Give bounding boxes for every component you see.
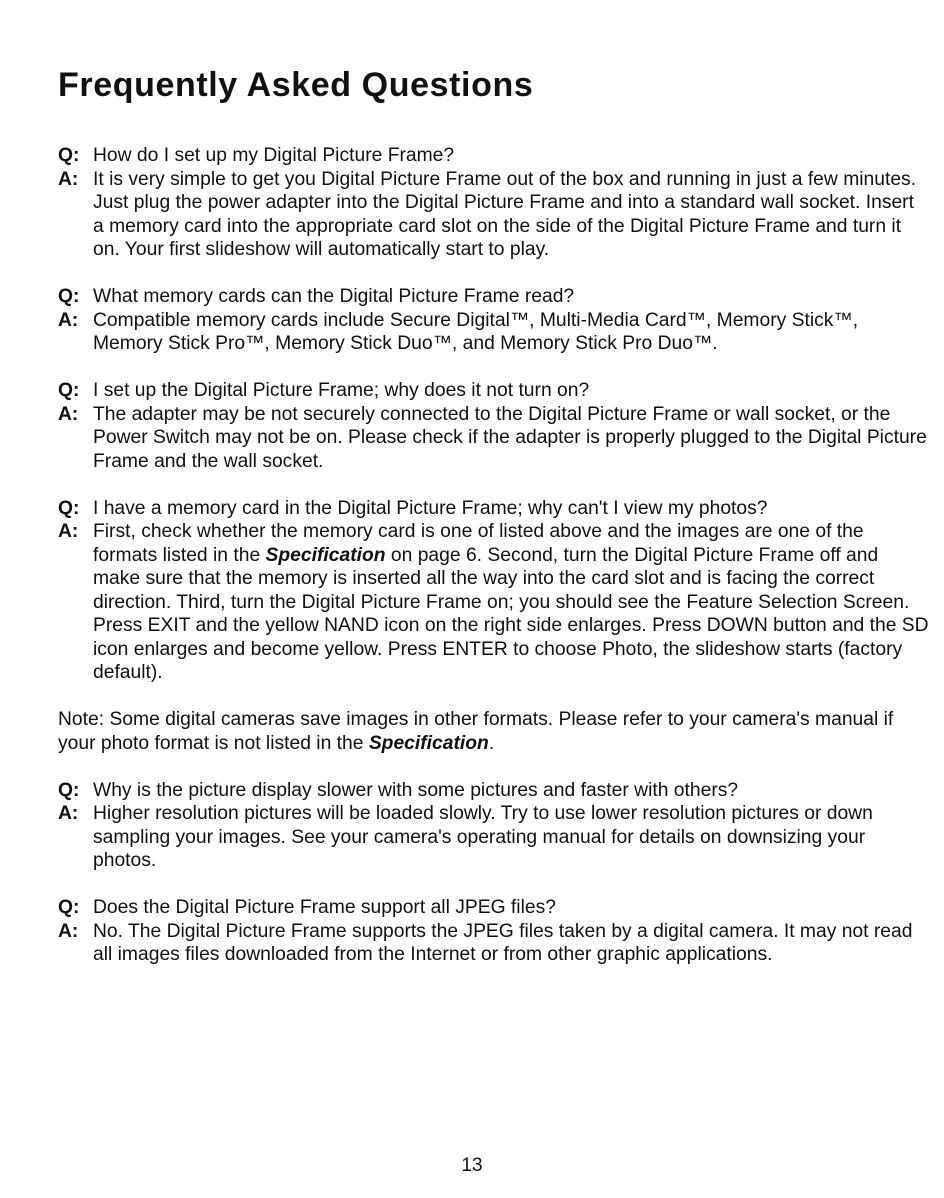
- question-text: I have a memory card in the Digital Picture Frame; why can't I view my photos?: [93, 497, 768, 519]
- answer: [58, 403, 930, 474]
- question: [58, 285, 930, 309]
- a-label: A:: [58, 521, 79, 542]
- faq-item: [58, 896, 930, 967]
- answer: [58, 802, 930, 873]
- question: [58, 779, 930, 803]
- specification-reference: Specification: [368, 732, 489, 754]
- note-paragraph: [58, 708, 930, 755]
- a-label: A:: [58, 403, 79, 425]
- q-label: Q:: [58, 286, 80, 307]
- answer-text: Compatible memory cards include Secure Digital™, Multi-Media Card™, Memory Stick™, Memory Stick Pro™, Memory Stick Duo™, and Memory Stick Pro Duo™.: [93, 309, 859, 354]
- page-title: Frequently Asked Questions: [58, 66, 534, 104]
- a-label: A:: [58, 803, 79, 824]
- answer: [58, 309, 930, 356]
- a-label: A:: [58, 920, 79, 942]
- question-text: Does the Digital Picture Frame support all JPEG files?: [93, 897, 556, 918]
- question-text: How do I set up my Digital Picture Frame?: [93, 145, 455, 166]
- answer-text-start: First, check whether the memory card is one of listed above and the images are one of the formats listed in the: [93, 521, 864, 566]
- answer-text-end: on page 6. Second, turn the Digital Picture Frame off and make sure that the memory is inserted all the way into the card slot and is facing the correct direction. Third, turn the Digital Picture Frame on; you should see the Feature Selection Screen. Press EXIT and the yellow NAND icon on the right side enlarges. Press DOWN button and the SD icon enlarges and become yellow. Press ENTER to choose Photo, the slideshow starts (factory default).: [93, 544, 929, 683]
- q-label: Q:: [58, 897, 80, 918]
- a-label: A:: [58, 309, 79, 331]
- q-label: Q:: [58, 497, 80, 519]
- answer-text: The adapter may be not securely connected to the Digital Picture Frame or wall socket, or the Power Switch may not be on. Please check if the adapter is properly plugged to the Digital Picture Frame and the wall socket.: [93, 403, 927, 472]
- question-text: What memory cards can the Digital Picture Frame read?: [93, 286, 575, 307]
- note-text-end: .: [488, 732, 495, 754]
- q-label: Q:: [58, 779, 80, 801]
- question: [58, 144, 930, 168]
- q-label: Q:: [58, 380, 80, 401]
- answer-text: Higher resolution pictures will be loaded slowly. Try to use lower resolution pictures or down sampling your images. See your camera's operating manual for details on downsizing your photos.: [93, 803, 873, 871]
- q-label: Q:: [58, 145, 80, 166]
- question-text: I set up the Digital Picture Frame; why does it not turn on?: [93, 380, 590, 401]
- question: [58, 896, 930, 920]
- faq-item: [58, 779, 930, 873]
- note-text-start: Note: Some digital cameras save images in other formats. Please refer to your camera's manual if your photo format is not listed in the: [58, 709, 894, 754]
- faq-item: [58, 144, 930, 262]
- faq-content: [58, 144, 930, 967]
- page-number: 13: [461, 1155, 483, 1176]
- question: [58, 497, 930, 521]
- answer: [58, 520, 930, 685]
- faq-item: [58, 285, 930, 356]
- faq-item: [58, 379, 930, 473]
- answer: [58, 920, 930, 967]
- question: [58, 379, 930, 403]
- answer-text: No. The Digital Picture Frame supports the JPEG files taken by a digital camera. It may not read all images files downloaded from the Internet or from other graphic applications.: [93, 920, 913, 965]
- answer-text: It is very simple to get you Digital Picture Frame out of the box and running in just a few minutes. Just plug the power adapter into the Digital Picture Frame and into a standard wall socket. Insert a memory card into the appropriate card slot on the side of the Digital Picture Frame and turn it on. Your first slideshow will automatically start to play.: [93, 168, 917, 260]
- a-label: A:: [58, 168, 79, 190]
- answer: [58, 168, 930, 262]
- question-text: Why is the picture display slower with some pictures and faster with others?: [93, 779, 739, 801]
- specification-reference: Specification: [265, 544, 386, 566]
- faq-item: [58, 497, 930, 685]
